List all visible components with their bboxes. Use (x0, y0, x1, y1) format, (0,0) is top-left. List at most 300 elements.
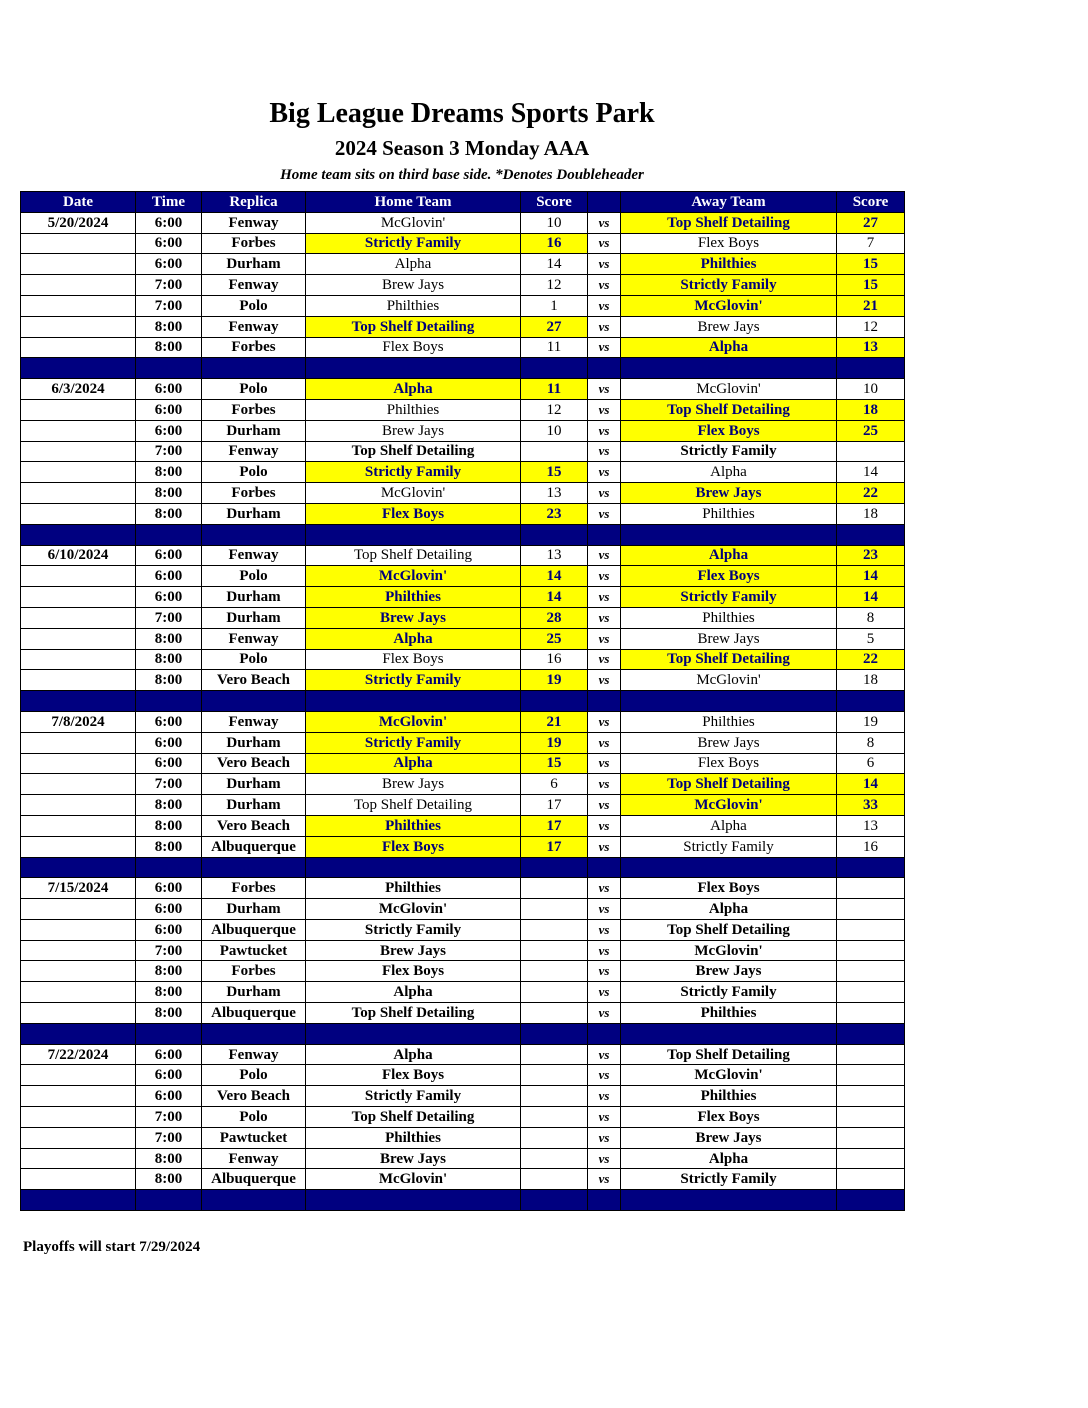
time-cell: 7:00 (136, 295, 202, 316)
away-team-cell: Strictly Family (621, 441, 837, 462)
time-cell: 8:00 (136, 483, 202, 504)
time-cell: 6:00 (136, 919, 202, 940)
time-cell: 6:00 (136, 420, 202, 441)
vs-label: vs (588, 566, 621, 587)
vs-label: vs (588, 545, 621, 566)
separator-cell (621, 857, 837, 878)
away-team-cell: Flex Boys (621, 753, 837, 774)
replica-cell: Durham (202, 254, 306, 275)
away-score-cell: 7 (837, 233, 905, 254)
replica-cell: Polo (202, 379, 306, 400)
home-team-cell: Brew Jays (306, 420, 521, 441)
date-cell (21, 295, 136, 316)
time-cell: 6:00 (136, 399, 202, 420)
game-row (21, 607, 905, 628)
home-score-cell: 19 (521, 732, 588, 753)
away-score-cell: 14 (837, 774, 905, 795)
away-team-cell: Strictly Family (621, 1169, 837, 1190)
home-score-cell: 13 (521, 545, 588, 566)
week-separator (21, 857, 905, 878)
home-score-cell (521, 441, 588, 462)
separator-cell (837, 691, 905, 712)
separator-cell (202, 1023, 306, 1044)
game-row (21, 399, 905, 420)
home-score-cell: 14 (521, 254, 588, 275)
vs-label: vs (588, 1107, 621, 1128)
separator-cell (306, 1190, 521, 1211)
replica-cell: Vero Beach (202, 670, 306, 691)
separator-cell (588, 358, 621, 379)
home-team-cell: Top Shelf Detailing (306, 441, 521, 462)
home-team-cell: Philthies (306, 815, 521, 836)
vs-label: vs (588, 295, 621, 316)
home-team-cell: Strictly Family (306, 462, 521, 483)
separator-cell (521, 358, 588, 379)
game-row (21, 670, 905, 691)
home-team-cell: Flex Boys (306, 836, 521, 857)
replica-cell: Albuquerque (202, 1003, 306, 1024)
vs-label: vs (588, 503, 621, 524)
away-score-cell: 22 (837, 649, 905, 670)
date-cell (21, 337, 136, 358)
away-score-cell (837, 1003, 905, 1024)
replica-cell: Vero Beach (202, 815, 306, 836)
date-cell (21, 503, 136, 524)
date-cell (21, 732, 136, 753)
away-score-cell (837, 1044, 905, 1065)
away-team-cell: Alpha (621, 899, 837, 920)
time-cell: 6:00 (136, 1065, 202, 1086)
home-team-cell: Brew Jays (306, 774, 521, 795)
away-team-cell: Top Shelf Detailing (621, 1044, 837, 1065)
separator-cell (837, 1023, 905, 1044)
date-cell: 6/10/2024 (21, 545, 136, 566)
replica-cell: Polo (202, 1065, 306, 1086)
week-separator (21, 358, 905, 379)
date-cell (21, 1003, 136, 1024)
vs-label: vs (588, 587, 621, 608)
time-cell: 6:00 (136, 233, 202, 254)
time-cell: 6:00 (136, 254, 202, 275)
date-cell (21, 899, 136, 920)
replica-cell: Fenway (202, 441, 306, 462)
separator-cell (21, 691, 136, 712)
separator-cell (202, 524, 306, 545)
separator-cell (621, 1023, 837, 1044)
home-score-cell: 11 (521, 337, 588, 358)
game-row (21, 815, 905, 836)
game-row (21, 961, 905, 982)
home-score-cell: 10 (521, 420, 588, 441)
replica-cell: Durham (202, 795, 306, 816)
week-separator (21, 691, 905, 712)
home-score-cell: 12 (521, 399, 588, 420)
home-team-cell: McGlovin' (306, 566, 521, 587)
separator-cell (837, 358, 905, 379)
replica-cell: Forbes (202, 961, 306, 982)
date-cell (21, 607, 136, 628)
home-team-cell: Flex Boys (306, 961, 521, 982)
home-team-cell: Alpha (306, 379, 521, 400)
separator-cell (136, 1190, 202, 1211)
replica-cell: Albuquerque (202, 919, 306, 940)
away-score-cell: 33 (837, 795, 905, 816)
vs-label: vs (588, 233, 621, 254)
vs-label: vs (588, 1003, 621, 1024)
vs-label: vs (588, 878, 621, 899)
page-title: Big League Dreams Sports Park (269, 98, 655, 129)
date-cell (21, 1169, 136, 1190)
away-score-cell: 6 (837, 753, 905, 774)
vs-label: vs (588, 732, 621, 753)
col-away-team: Away Team (621, 192, 837, 213)
away-team-cell: Top Shelf Detailing (621, 649, 837, 670)
replica-cell: Fenway (202, 628, 306, 649)
separator-cell (21, 358, 136, 379)
away-score-cell: 18 (837, 670, 905, 691)
home-team-cell: Alpha (306, 1044, 521, 1065)
time-cell: 8:00 (136, 1148, 202, 1169)
date-cell (21, 483, 136, 504)
away-team-cell: McGlovin' (621, 1065, 837, 1086)
time-cell: 6:00 (136, 732, 202, 753)
replica-cell: Forbes (202, 337, 306, 358)
date-cell: 5/20/2024 (21, 212, 136, 233)
home-team-cell: McGlovin' (306, 711, 521, 732)
away-score-cell: 27 (837, 212, 905, 233)
home-team-cell: Alpha (306, 753, 521, 774)
home-score-cell (521, 919, 588, 940)
home-score-cell: 16 (521, 233, 588, 254)
game-row (21, 628, 905, 649)
col-vs (588, 192, 621, 213)
home-score-cell (521, 899, 588, 920)
home-score-cell: 27 (521, 316, 588, 337)
replica-cell: Vero Beach (202, 1086, 306, 1107)
away-score-cell (837, 961, 905, 982)
replica-cell: Fenway (202, 275, 306, 296)
replica-cell: Polo (202, 566, 306, 587)
home-score-cell: 1 (521, 295, 588, 316)
away-score-cell: 18 (837, 503, 905, 524)
game-row (21, 295, 905, 316)
game-row (21, 982, 905, 1003)
away-team-cell: Philthies (621, 1086, 837, 1107)
header-row (21, 192, 905, 213)
away-score-cell (837, 441, 905, 462)
game-row (21, 420, 905, 441)
away-team-cell: Flex Boys (621, 420, 837, 441)
away-team-cell: Top Shelf Detailing (621, 212, 837, 233)
game-row (21, 566, 905, 587)
separator-cell (136, 358, 202, 379)
home-team-cell: Top Shelf Detailing (306, 545, 521, 566)
replica-cell: Forbes (202, 233, 306, 254)
separator-cell (306, 691, 521, 712)
away-score-cell (837, 899, 905, 920)
date-cell (21, 1107, 136, 1128)
home-team-cell: Top Shelf Detailing (306, 795, 521, 816)
separator-cell (588, 1190, 621, 1211)
date-cell (21, 795, 136, 816)
vs-label: vs (588, 1065, 621, 1086)
vs-label: vs (588, 711, 621, 732)
away-score-cell: 15 (837, 275, 905, 296)
time-cell: 6:00 (136, 899, 202, 920)
game-row (21, 1086, 905, 1107)
separator-cell (136, 691, 202, 712)
date-cell (21, 649, 136, 670)
col-home-team: Home Team (306, 192, 521, 213)
replica-cell: Durham (202, 420, 306, 441)
away-team-cell: Alpha (621, 545, 837, 566)
home-team-cell: Brew Jays (306, 275, 521, 296)
separator-cell (588, 1023, 621, 1044)
replica-cell: Durham (202, 774, 306, 795)
date-cell (21, 399, 136, 420)
away-team-cell: McGlovin' (621, 295, 837, 316)
home-team-cell: Philthies (306, 295, 521, 316)
away-team-cell: Alpha (621, 815, 837, 836)
game-row (21, 919, 905, 940)
home-team-cell: Philthies (306, 1127, 521, 1148)
replica-cell: Forbes (202, 878, 306, 899)
away-score-cell: 23 (837, 545, 905, 566)
time-cell: 8:00 (136, 982, 202, 1003)
away-score-cell: 22 (837, 483, 905, 504)
date-cell (21, 628, 136, 649)
time-cell: 8:00 (136, 462, 202, 483)
home-team-cell: Flex Boys (306, 337, 521, 358)
away-team-cell: Top Shelf Detailing (621, 919, 837, 940)
vs-label: vs (588, 836, 621, 857)
home-team-cell: Flex Boys (306, 649, 521, 670)
home-team-cell: Philthies (306, 399, 521, 420)
game-row (21, 275, 905, 296)
date-cell: 7/22/2024 (21, 1044, 136, 1065)
vs-label: vs (588, 316, 621, 337)
vs-label: vs (588, 1044, 621, 1065)
vs-label: vs (588, 1127, 621, 1148)
time-cell: 8:00 (136, 815, 202, 836)
game-row (21, 462, 905, 483)
home-team-cell: Strictly Family (306, 732, 521, 753)
time-cell: 8:00 (136, 316, 202, 337)
vs-label: vs (588, 815, 621, 836)
separator-cell (521, 524, 588, 545)
home-score-cell: 14 (521, 566, 588, 587)
separator-cell (521, 691, 588, 712)
time-cell: 7:00 (136, 774, 202, 795)
vs-label: vs (588, 212, 621, 233)
home-team-cell: Flex Boys (306, 1065, 521, 1086)
home-team-cell: McGlovin' (306, 212, 521, 233)
away-score-cell: 8 (837, 607, 905, 628)
home-score-cell (521, 1148, 588, 1169)
game-row (21, 379, 905, 400)
home-score-cell (521, 1065, 588, 1086)
separator-cell (21, 524, 136, 545)
game-row (21, 711, 905, 732)
time-cell: 7:00 (136, 1107, 202, 1128)
home-team-cell: Brew Jays (306, 1148, 521, 1169)
date-cell (21, 275, 136, 296)
game-row (21, 233, 905, 254)
away-score-cell (837, 1107, 905, 1128)
week-separator (21, 1190, 905, 1211)
time-cell: 8:00 (136, 628, 202, 649)
separator-cell (202, 358, 306, 379)
game-row (21, 1065, 905, 1086)
game-row (21, 254, 905, 275)
separator-cell (136, 857, 202, 878)
separator-cell (202, 691, 306, 712)
away-team-cell: McGlovin' (621, 670, 837, 691)
home-team-cell: Strictly Family (306, 919, 521, 940)
game-row (21, 1107, 905, 1128)
home-team-cell: Flex Boys (306, 503, 521, 524)
away-team-cell: Top Shelf Detailing (621, 774, 837, 795)
game-row (21, 503, 905, 524)
date-cell (21, 940, 136, 961)
home-score-cell: 17 (521, 836, 588, 857)
time-cell: 8:00 (136, 649, 202, 670)
vs-label: vs (588, 254, 621, 275)
replica-cell: Albuquerque (202, 836, 306, 857)
time-cell: 7:00 (136, 940, 202, 961)
game-row (21, 337, 905, 358)
separator-cell (136, 1023, 202, 1044)
home-team-cell: Brew Jays (306, 940, 521, 961)
week-separator (21, 1023, 905, 1044)
away-team-cell: Brew Jays (621, 961, 837, 982)
home-score-cell: 15 (521, 462, 588, 483)
home-team-cell: Philthies (306, 587, 521, 608)
vs-label: vs (588, 379, 621, 400)
home-score-cell: 11 (521, 379, 588, 400)
separator-cell (588, 524, 621, 545)
game-row (21, 545, 905, 566)
date-cell (21, 982, 136, 1003)
separator-cell (202, 1190, 306, 1211)
away-score-cell: 13 (837, 337, 905, 358)
date-cell (21, 815, 136, 836)
away-team-cell: Alpha (621, 1148, 837, 1169)
time-cell: 7:00 (136, 1127, 202, 1148)
home-score-cell (521, 982, 588, 1003)
date-cell (21, 316, 136, 337)
time-cell: 8:00 (136, 961, 202, 982)
game-row (21, 649, 905, 670)
schedule-table (20, 191, 905, 1211)
date-cell (21, 774, 136, 795)
replica-cell: Vero Beach (202, 753, 306, 774)
date-cell (21, 836, 136, 857)
away-team-cell: Brew Jays (621, 1127, 837, 1148)
home-team-cell: Strictly Family (306, 233, 521, 254)
home-team-cell: Alpha (306, 254, 521, 275)
away-score-cell (837, 940, 905, 961)
vs-label: vs (588, 462, 621, 483)
vs-label: vs (588, 337, 621, 358)
replica-cell: Durham (202, 503, 306, 524)
home-score-cell: 17 (521, 795, 588, 816)
game-row (21, 1169, 905, 1190)
time-cell: 8:00 (136, 670, 202, 691)
game-row (21, 483, 905, 504)
time-cell: 6:00 (136, 753, 202, 774)
game-row (21, 940, 905, 961)
date-cell (21, 254, 136, 275)
replica-cell: Fenway (202, 545, 306, 566)
away-team-cell: McGlovin' (621, 940, 837, 961)
separator-cell (837, 524, 905, 545)
home-score-cell: 6 (521, 774, 588, 795)
replica-cell: Fenway (202, 212, 306, 233)
away-score-cell: 8 (837, 732, 905, 753)
home-score-cell (521, 1107, 588, 1128)
game-row (21, 1003, 905, 1024)
game-row (21, 587, 905, 608)
away-score-cell (837, 1086, 905, 1107)
home-team-cell: Strictly Family (306, 1086, 521, 1107)
home-score-cell: 14 (521, 587, 588, 608)
vs-label: vs (588, 919, 621, 940)
away-score-cell: 18 (837, 399, 905, 420)
separator-cell (202, 857, 306, 878)
week-separator (21, 524, 905, 545)
home-score-cell: 16 (521, 649, 588, 670)
home-team-cell: Alpha (306, 628, 521, 649)
home-team-cell: Philthies (306, 878, 521, 899)
separator-cell (588, 857, 621, 878)
game-row (21, 753, 905, 774)
date-cell (21, 233, 136, 254)
time-cell: 6:00 (136, 1086, 202, 1107)
home-score-cell: 17 (521, 815, 588, 836)
home-team-cell: Strictly Family (306, 670, 521, 691)
replica-cell: Durham (202, 587, 306, 608)
date-cell: 7/15/2024 (21, 878, 136, 899)
home-team-cell: Brew Jays (306, 607, 521, 628)
time-cell: 6:00 (136, 212, 202, 233)
away-score-cell (837, 1169, 905, 1190)
date-cell (21, 1086, 136, 1107)
replica-cell: Forbes (202, 483, 306, 504)
time-cell: 6:00 (136, 1044, 202, 1065)
home-score-cell (521, 1003, 588, 1024)
home-team-cell: Top Shelf Detailing (306, 1107, 521, 1128)
game-row (21, 899, 905, 920)
vs-label: vs (588, 628, 621, 649)
separator-cell (621, 691, 837, 712)
date-cell (21, 919, 136, 940)
away-score-cell (837, 1148, 905, 1169)
away-score-cell: 14 (837, 566, 905, 587)
replica-cell: Durham (202, 607, 306, 628)
game-row (21, 836, 905, 857)
away-score-cell: 15 (837, 254, 905, 275)
replica-cell: Albuquerque (202, 1169, 306, 1190)
vs-label: vs (588, 483, 621, 504)
away-score-cell: 16 (837, 836, 905, 857)
separator-cell (136, 524, 202, 545)
separator-cell (521, 1190, 588, 1211)
replica-cell: Durham (202, 982, 306, 1003)
game-row (21, 316, 905, 337)
time-cell: 7:00 (136, 607, 202, 628)
away-score-cell: 25 (837, 420, 905, 441)
